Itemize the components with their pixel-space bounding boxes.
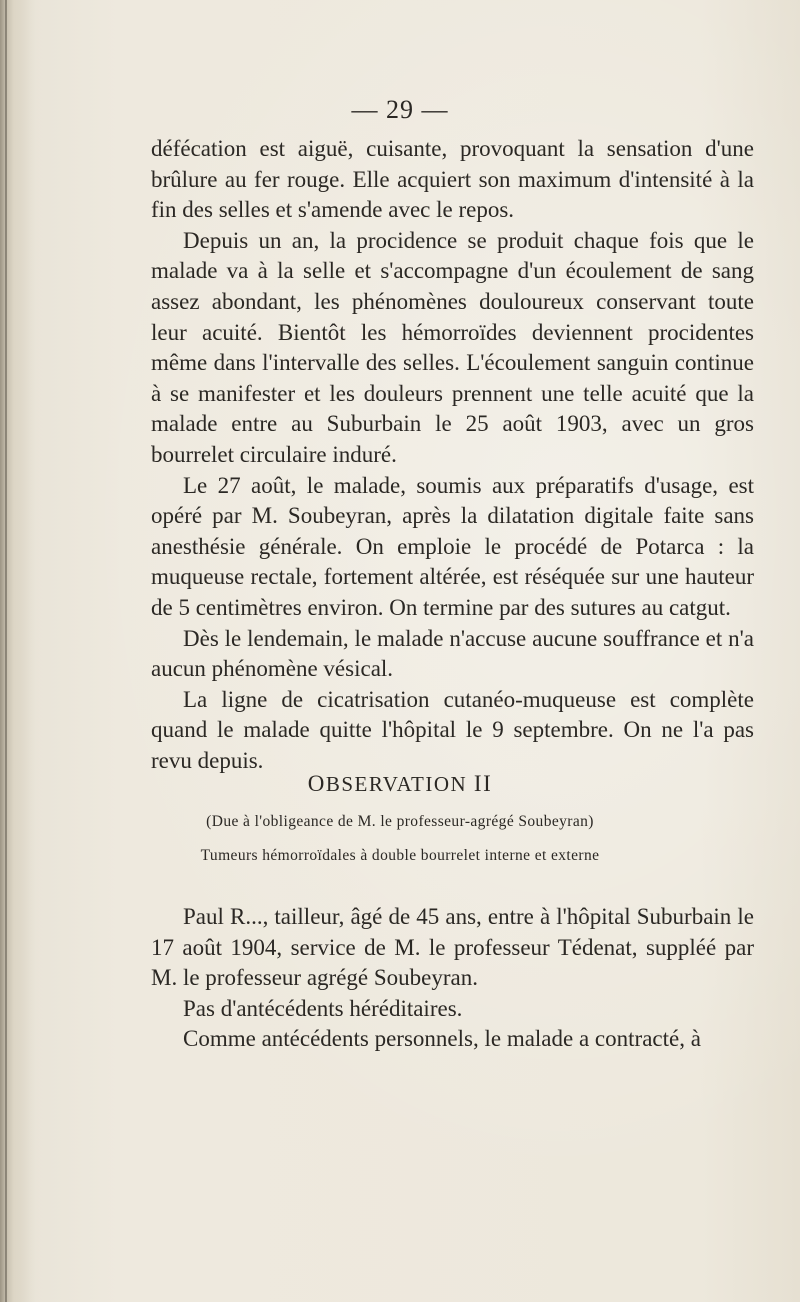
paragraph: Comme antécédents personnels, le malade a contracté, à (183, 1026, 701, 1052)
page-number: — 29 — (351, 95, 449, 124)
paragraph: Le 27 août, le malade, soumis aux préparatifs d'usage, est opéré par M. Soubeyran, après la dilatation digitale faite sans anesthésie générale. On emploie le procédé de Potarca : la muqueuse rectale, fortement altérée, est réséquée sur une hauteur de 5 centimètres environ. On termine par des sutures au catgut. (151, 472, 754, 620)
observation-credit: (Due à l'obligeance de M. le professeur-agrégé Soubeyran) (206, 813, 594, 830)
paragraph: La ligne de cicatrisation cutanéo-muqueuse est complète quand le malade quitte l'hôpital le 9 septembre. On ne l'a pas revu depuis. (151, 686, 754, 773)
observation-subtitle: Tumeurs hémorroïdales à double bourrelet interne et externe (200, 847, 600, 864)
observation-title-initial: O (307, 771, 326, 796)
observation-heading (0, 771, 800, 797)
body-text-bottom (151, 902, 754, 1055)
observation-title-rest: BSERVATION (325, 772, 468, 796)
paragraph: Dès le lendemain, le malade n'accuse aucune souffrance et n'a aucun phénomène vésical. (151, 625, 754, 682)
paragraph: défécation est aiguë, cuisante, provoquant la sensation d'une brûlure au fer rouge. Elle acquiert son maximum d'intensité à la fin des selles et s'amende avec le repos. (151, 136, 754, 223)
paragraph: Pas d'antécédents héréditaires. (183, 995, 463, 1021)
binding-edge-line (5, 0, 7, 1302)
paragraph: Depuis un an, la procidence se produit chaque fois que le malade va à la selle et s'accompagne d'un écoulement de sang assez abondant, les phénomènes douloureux conservant toute leur acuité. Bientôt les hémorroïdes deviennent procidentes même dans l'intervalle des selles. L'écoulement sanguin continue à se manifester et les douleurs prennent une telle acuité que la malade entre au Suburbain le 25 août 1903, avec un gros bourrelet circulaire induré. (151, 227, 754, 467)
body-text-top (151, 134, 754, 776)
observation-number: II (473, 771, 493, 796)
paragraph: Paul R..., tailleur, âgé de 45 ans, entre à l'hôpital Suburbain le 17 août 1904, service de M. le professeur Tédenat, suppléé par M. le professeur agrégé Soubeyran. (151, 904, 754, 991)
